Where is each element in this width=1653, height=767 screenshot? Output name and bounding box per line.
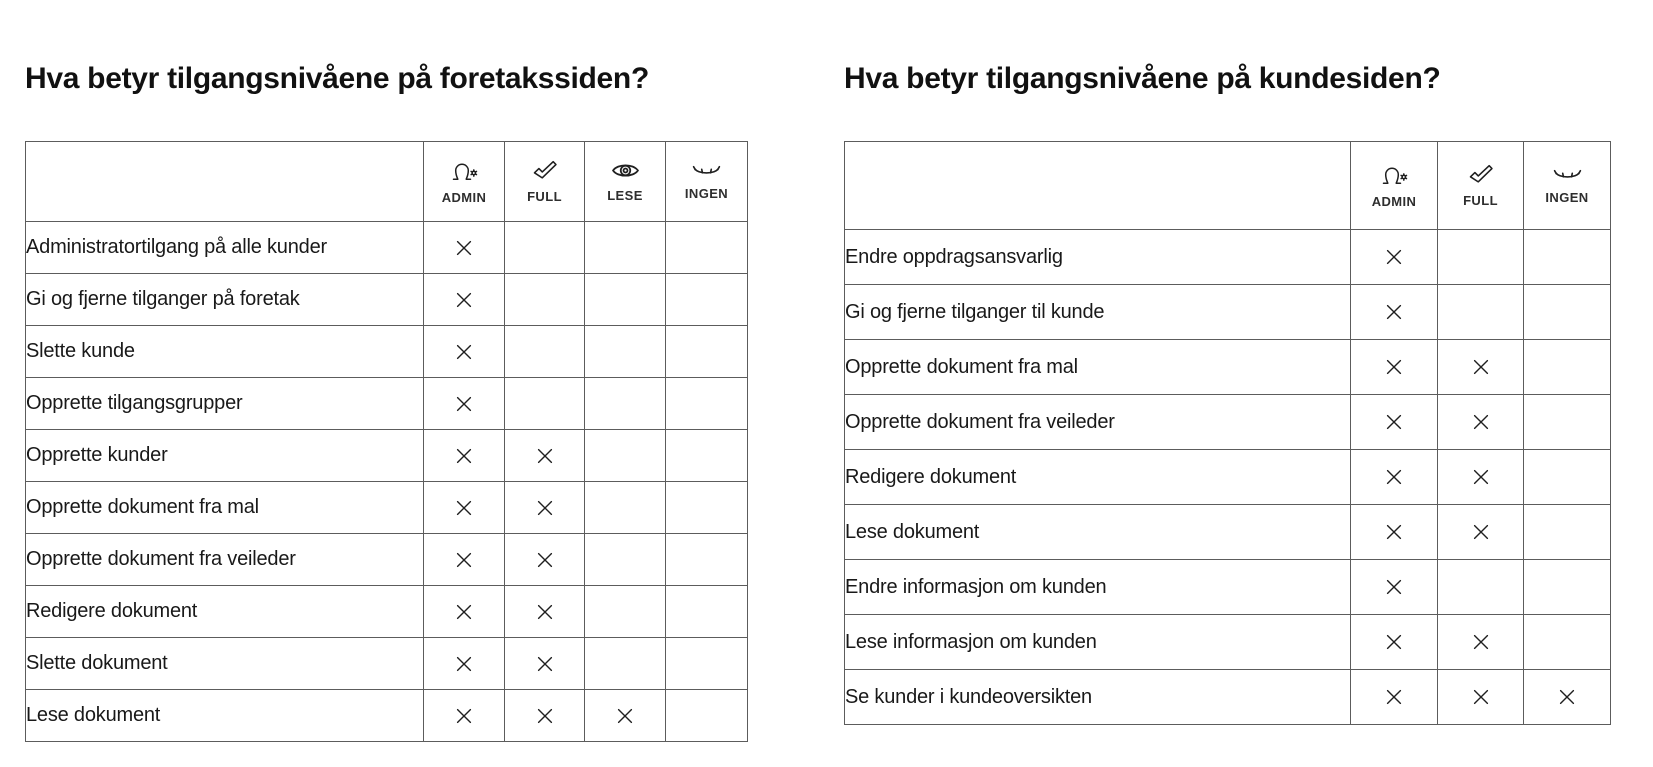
access-granted-cell xyxy=(1438,450,1524,505)
access-empty-cell xyxy=(585,534,666,586)
access-granted-cell xyxy=(1438,395,1524,450)
access-empty-cell xyxy=(505,378,585,430)
table-row xyxy=(26,638,748,690)
access-empty-cell xyxy=(585,378,666,430)
column-header-label: LESE xyxy=(607,187,643,203)
empty-header-cell xyxy=(26,142,424,222)
table-row xyxy=(26,586,748,638)
column-header-label: INGEN xyxy=(684,186,729,201)
access-granted-cell xyxy=(1351,560,1438,615)
row-label: Opprette dokument fra mal xyxy=(26,482,424,534)
access-empty-cell xyxy=(666,430,748,482)
x-mark-icon xyxy=(537,708,553,724)
row-label: Administratortilgang på alle kunder xyxy=(26,222,424,274)
table-row xyxy=(26,222,748,274)
x-mark-icon xyxy=(456,656,472,672)
x-mark-icon xyxy=(456,240,472,256)
x-mark-icon xyxy=(456,552,472,568)
x-mark-icon xyxy=(1386,249,1402,265)
access-granted-cell xyxy=(1438,670,1524,725)
x-mark-icon xyxy=(1473,359,1489,375)
access-empty-cell xyxy=(666,690,748,742)
access-empty-cell xyxy=(585,482,666,534)
row-label: Opprette tilgangsgrupper xyxy=(26,378,424,430)
access-granted-cell xyxy=(1351,615,1438,670)
x-mark-icon xyxy=(456,708,472,724)
foretak-access-table xyxy=(25,141,748,742)
table-row xyxy=(26,534,748,586)
x-mark-icon xyxy=(1473,524,1489,540)
table-row xyxy=(845,340,1611,395)
x-mark-icon xyxy=(456,604,472,620)
x-mark-icon xyxy=(1386,469,1402,485)
table-row xyxy=(26,430,748,482)
access-granted-cell xyxy=(1351,505,1438,560)
table-row xyxy=(845,395,1611,450)
access-empty-cell xyxy=(1524,615,1611,670)
access-granted-cell xyxy=(1351,450,1438,505)
x-mark-icon xyxy=(537,500,553,516)
foretak-table-title: Hva betyr tilgangsnivåene på foretakssiden? xyxy=(25,62,649,95)
x-mark-icon xyxy=(1386,414,1402,430)
access-empty-cell xyxy=(585,586,666,638)
row-label: Gi og fjerne tilganger til kunde xyxy=(845,285,1351,340)
access-empty-cell xyxy=(666,586,748,638)
access-empty-cell xyxy=(585,326,666,378)
access-empty-cell xyxy=(666,638,748,690)
check-icon xyxy=(532,160,558,181)
table-row xyxy=(845,615,1611,670)
access-granted-cell xyxy=(424,586,505,638)
x-mark-icon xyxy=(1473,634,1489,650)
table-row xyxy=(845,285,1611,340)
access-empty-cell xyxy=(585,274,666,326)
eye-closed-icon xyxy=(692,162,721,178)
x-mark-icon xyxy=(537,604,553,620)
access-empty-cell xyxy=(505,326,585,378)
access-empty-cell xyxy=(585,222,666,274)
access-granted-cell xyxy=(424,274,505,326)
x-mark-icon xyxy=(537,448,553,464)
table-row xyxy=(26,326,748,378)
x-mark-icon xyxy=(1386,579,1402,595)
row-label: Se kunder i kundeoversikten xyxy=(845,670,1351,725)
access-granted-cell xyxy=(505,534,585,586)
column-header-label: ADMIN xyxy=(1371,194,1417,209)
access-granted-cell xyxy=(1351,340,1438,395)
access-empty-cell xyxy=(585,430,666,482)
access-granted-cell xyxy=(585,690,666,742)
header-row xyxy=(26,142,748,222)
access-granted-cell xyxy=(424,326,505,378)
x-mark-icon xyxy=(1473,469,1489,485)
column-header-label: INGEN xyxy=(1545,190,1589,205)
row-label: Opprette kunder xyxy=(26,430,424,482)
column-header-full xyxy=(1438,142,1524,230)
access-granted-cell xyxy=(1438,340,1524,395)
column-header-label: FULL xyxy=(527,188,562,204)
table-row xyxy=(26,482,748,534)
access-empty-cell xyxy=(666,534,748,586)
row-label: Redigere dokument xyxy=(845,450,1351,505)
admin-gear-icon xyxy=(449,158,479,182)
access-empty-cell xyxy=(1524,505,1611,560)
column-header-lese xyxy=(585,142,666,222)
access-empty-cell xyxy=(505,222,585,274)
access-granted-cell xyxy=(1351,670,1438,725)
access-granted-cell xyxy=(424,222,505,274)
kunde-access-table xyxy=(844,141,1611,725)
access-empty-cell xyxy=(1524,230,1611,285)
access-granted-cell xyxy=(424,430,505,482)
table-row xyxy=(845,450,1611,505)
row-label: Opprette dokument fra mal xyxy=(845,340,1351,395)
x-mark-icon xyxy=(456,292,472,308)
eye-open-icon xyxy=(611,161,640,180)
access-granted-cell xyxy=(424,690,505,742)
access-granted-cell xyxy=(505,482,585,534)
access-granted-cell xyxy=(505,586,585,638)
access-empty-cell xyxy=(1524,340,1611,395)
eye-closed-icon xyxy=(1553,166,1582,182)
x-mark-icon xyxy=(537,656,553,672)
table-row xyxy=(845,230,1611,285)
access-empty-cell xyxy=(505,274,585,326)
x-mark-icon xyxy=(1473,414,1489,430)
access-empty-cell xyxy=(1524,560,1611,615)
access-empty-cell xyxy=(666,378,748,430)
access-empty-cell xyxy=(1524,450,1611,505)
x-mark-icon xyxy=(1386,304,1402,320)
column-header-label: ADMIN xyxy=(441,190,487,205)
table-row xyxy=(26,690,748,742)
empty-header-cell xyxy=(845,142,1351,230)
access-granted-cell xyxy=(1524,670,1611,725)
access-granted-cell xyxy=(1438,615,1524,670)
table-row xyxy=(26,274,748,326)
x-mark-icon xyxy=(456,344,472,360)
access-empty-cell xyxy=(666,482,748,534)
admin-gear-icon xyxy=(1379,162,1409,186)
row-label: Lese informasjon om kunden xyxy=(845,615,1351,670)
table-row xyxy=(845,670,1611,725)
access-empty-cell xyxy=(1438,560,1524,615)
access-granted-cell xyxy=(424,482,505,534)
access-granted-cell xyxy=(505,690,585,742)
access-empty-cell xyxy=(1438,230,1524,285)
access-empty-cell xyxy=(1438,285,1524,340)
x-mark-icon xyxy=(456,448,472,464)
header-row xyxy=(845,142,1611,230)
access-empty-cell xyxy=(585,638,666,690)
row-label: Redigere dokument xyxy=(26,586,424,638)
access-granted-cell xyxy=(424,378,505,430)
kunde-table-title: Hva betyr tilgangsnivåene på kundesiden? xyxy=(844,62,1441,95)
access-granted-cell xyxy=(1351,230,1438,285)
x-mark-icon xyxy=(1386,634,1402,650)
row-label: Slette dokument xyxy=(26,638,424,690)
column-header-ingen xyxy=(666,142,748,222)
row-label: Slette kunde xyxy=(26,326,424,378)
row-label: Opprette dokument fra veileder xyxy=(845,395,1351,450)
access-granted-cell xyxy=(1438,505,1524,560)
x-mark-icon xyxy=(537,552,553,568)
row-label: Endre oppdragsansvarlig xyxy=(845,230,1351,285)
access-granted-cell xyxy=(505,430,585,482)
column-header-label: FULL xyxy=(1463,192,1498,208)
row-label: Lese dokument xyxy=(26,690,424,742)
column-header-admin xyxy=(1351,142,1438,230)
access-empty-cell xyxy=(1524,285,1611,340)
x-mark-icon xyxy=(456,500,472,516)
access-granted-cell xyxy=(505,638,585,690)
x-mark-icon xyxy=(617,708,633,724)
row-label: Opprette dokument fra veileder xyxy=(26,534,424,586)
row-label: Gi og fjerne tilganger på foretak xyxy=(26,274,424,326)
access-granted-cell xyxy=(424,534,505,586)
table-row xyxy=(26,378,748,430)
table-row xyxy=(845,560,1611,615)
foretak-access-section xyxy=(25,60,747,742)
access-granted-cell xyxy=(1351,395,1438,450)
check-icon xyxy=(1468,164,1494,185)
access-granted-cell xyxy=(424,638,505,690)
kunde-access-section xyxy=(844,60,1610,725)
x-mark-icon xyxy=(1386,359,1402,375)
x-mark-icon xyxy=(1559,689,1575,705)
column-header-admin xyxy=(424,142,505,222)
row-label: Lese dokument xyxy=(845,505,1351,560)
column-header-ingen xyxy=(1524,142,1611,230)
x-mark-icon xyxy=(1473,689,1489,705)
x-mark-icon xyxy=(1386,524,1402,540)
access-empty-cell xyxy=(666,326,748,378)
access-empty-cell xyxy=(666,222,748,274)
access-empty-cell xyxy=(666,274,748,326)
x-mark-icon xyxy=(456,396,472,412)
access-empty-cell xyxy=(1524,395,1611,450)
x-mark-icon xyxy=(1386,689,1402,705)
column-header-full xyxy=(505,142,585,222)
access-granted-cell xyxy=(1351,285,1438,340)
row-label: Endre informasjon om kunden xyxy=(845,560,1351,615)
table-row xyxy=(845,505,1611,560)
